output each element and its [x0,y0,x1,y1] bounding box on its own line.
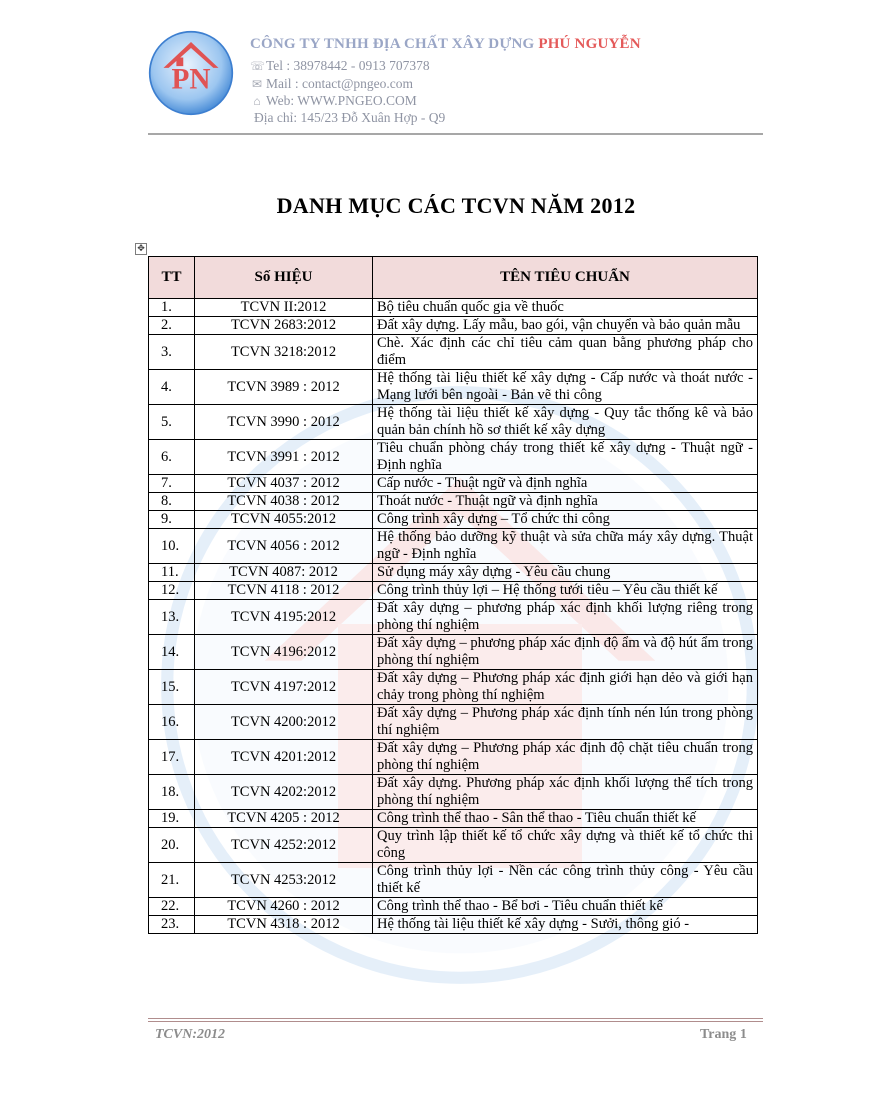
footer-rule [148,1018,763,1019]
header-so-hieu: Số HIỆU [195,257,373,299]
row-number: 16. [149,705,195,740]
row-number: 6. [149,440,195,475]
row-name: Đất xây dựng – phương pháp xác định khối lượng riêng trong phòng thí nghiệm [373,600,758,635]
row-code: TCVN 4087: 2012 [195,564,373,582]
row-number: 4. [149,370,195,405]
row-number: 1. [149,299,195,317]
row-code: TCVN 4205 : 2012 [195,810,373,828]
row-number: 15. [149,670,195,705]
row-code: TCVN 4196:2012 [195,635,373,670]
row-name: Hệ thống tài liệu thiết kế xây dựng - Sưởi, thông gió - [373,916,758,934]
mail-text: Mail : contact@pngeo.com [266,76,414,91]
row-name: Hệ thống tài liệu thiết kế xây dựng - Quy tắc thống kê và bảo quản bản chính hồ sơ thiết kế xây dựng [373,405,758,440]
table-row [149,916,758,934]
row-number: 11. [149,564,195,582]
company-brand: PHÚ NGUYỄN [538,36,641,52]
row-name: Thoát nước - Thuật ngữ và định nghĩa [373,493,758,511]
row-code: TCVN 3989 : 2012 [195,370,373,405]
row-name: Đất xây dựng – Phương pháp xác định giới hạn dẻo và giới hạn chảy trong phòng thí nghiệm [373,670,758,705]
company-prefix: CÔNG TY TNHH ĐỊA CHẤT XÂY DỰNG [250,36,535,52]
phone-icon: ☏ [250,59,266,73]
row-code: TCVN 4202:2012 [195,775,373,810]
row-code: TCVN 2683:2012 [195,317,373,335]
table-row [149,493,758,511]
company-logo [148,30,234,116]
footer-page [700,1027,747,1043]
contact-address [254,110,445,126]
table-row [149,705,758,740]
row-name: Đất xây dựng. Phương pháp xác định khối lượng thể tích trong phòng thí nghiệm [373,775,758,810]
row-number: 18. [149,775,195,810]
row-code: TCVN 3218:2012 [195,335,373,370]
page-number: 1 [739,1027,747,1042]
row-code: TCVN 4195:2012 [195,600,373,635]
footer-rule-double [148,1021,763,1022]
table-header-row [149,257,758,299]
row-code: TCVN 4037 : 2012 [195,475,373,493]
row-number: 9. [149,511,195,529]
table-row [149,529,758,564]
row-name: Hệ thống tài liệu thiết kế xây dựng - Cấp nước và thoát nước - Mạng lưới bên ngoài - Bản vẽ thi công [373,370,758,405]
row-name: Công trình thể thao - Sân thể thao - Tiêu chuẩn thiết kế [373,810,758,828]
row-code: TCVN 4200:2012 [195,705,373,740]
contact-tel [250,58,430,74]
table-row [149,299,758,317]
row-number: 23. [149,916,195,934]
row-name: Quy trình lập thiết kế tổ chức xây dựng và thiết kế tổ chức thi công [373,828,758,863]
row-code: TCVN 4252:2012 [195,828,373,863]
row-code: TCVN 3990 : 2012 [195,405,373,440]
row-number: 20. [149,828,195,863]
row-name: Cấp nước - Thuật ngữ và định nghĩa [373,475,758,493]
header-ten-tieu-chuan: TÊN TIÊU CHUẨN [373,257,758,299]
page-title: DANH MỤC CÁC TCVN NĂM 2012 [276,193,636,218]
svg-text:PN: PN [171,63,211,96]
row-code: TCVN 4038 : 2012 [195,493,373,511]
mail-icon: ✉ [251,77,263,91]
table-row [149,317,758,335]
row-code: TCVN 4197:2012 [195,670,373,705]
row-number: 2. [149,317,195,335]
table-row [149,511,758,529]
table-move-handle[interactable]: ✥ [135,243,147,255]
page-label: Trang [700,1027,737,1042]
row-number: 12. [149,582,195,600]
row-number: 7. [149,475,195,493]
row-number: 3. [149,335,195,370]
table-row [149,775,758,810]
row-number: 13. [149,600,195,635]
row-name: Đất xây dựng. Lấy mẫu, bao gói, vận chuyển và bảo quản mẫu [373,317,758,335]
table-row [149,810,758,828]
row-name: Đất xây dựng – Phương pháp xác định tính nén lún trong phòng thí nghiệm [373,705,758,740]
row-number: 22. [149,898,195,916]
row-code: TCVN 4260 : 2012 [195,898,373,916]
table-row [149,405,758,440]
header-tt: TT [149,257,195,299]
row-name: Bộ tiêu chuẩn quốc gia về thuốc [373,299,758,317]
row-number: 5. [149,405,195,440]
address-text: Địa chỉ: 145/23 Đỗ Xuân Hợp - Q9 [254,110,446,125]
row-code: TCVN 4118 : 2012 [195,582,373,600]
table-row [149,582,758,600]
row-name: Tiêu chuẩn phòng cháy trong thiết kế xây dựng - Thuật ngữ - Định nghĩa [373,440,758,475]
row-name: Sử dụng máy xây dựng - Yêu cầu chung [373,564,758,582]
row-name: Hệ thống bảo dưỡng kỹ thuật và sửa chữa máy xây dựng. Thuật ngữ - Định nghĩa [373,529,758,564]
tel-text: Tel : 38978442 - 0913 707378 [266,58,430,73]
row-code: TCVN 4201:2012 [195,740,373,775]
row-number: 19. [149,810,195,828]
table-row [149,440,758,475]
row-number: 14. [149,635,195,670]
row-number: 21. [149,863,195,898]
contact-mail [250,76,413,92]
table-row [149,670,758,705]
table-row [149,898,758,916]
row-name: Công trình thủy lợi – Hệ thống tưới tiêu – Yêu cầu thiết kế [373,582,758,600]
row-name: Công trình xây dựng – Tổ chức thi công [373,511,758,529]
row-name: Công trình thủy lợi - Nền các công trình thủy công - Yêu cầu thiết kế [373,863,758,898]
table-row [149,475,758,493]
row-number: 17. [149,740,195,775]
row-code: TCVN 4055:2012 [195,511,373,529]
row-code: TCVN 4318 : 2012 [195,916,373,934]
table-row [149,564,758,582]
row-name: Công trình thể thao - Bể bơi - Tiêu chuẩn thiết kế [373,898,758,916]
row-code: TCVN 3991 : 2012 [195,440,373,475]
table-row [149,335,758,370]
row-name: Đất xây dựng – Phương pháp xác định độ chặt tiêu chuẩn trong phòng thí nghiệm [373,740,758,775]
table-row [149,863,758,898]
table-row [149,600,758,635]
row-name: Đất xây dựng – phương pháp xác định độ ẩm và độ hút ẩm trong phòng thí nghiệm [373,635,758,670]
table-row [149,635,758,670]
row-code: TCVN II:2012 [195,299,373,317]
row-code: TCVN 4253:2012 [195,863,373,898]
table-row [149,740,758,775]
row-number: 10. [149,529,195,564]
home-icon: ⌂ [253,94,261,108]
company-name [250,36,641,53]
table-row [149,828,758,863]
header-rule [148,133,763,135]
web-text: Web: WWW.PNGEO.COM [266,93,417,108]
row-name: Chè. Xác định các chỉ tiêu cảm quan bằng phương pháp cho điểm [373,335,758,370]
row-number: 8. [149,493,195,511]
standards-table [148,256,758,934]
table-row [149,370,758,405]
row-code: TCVN 4056 : 2012 [195,529,373,564]
footer-doc-code: TCVN:2012 [155,1027,225,1042]
contact-web [250,93,417,109]
